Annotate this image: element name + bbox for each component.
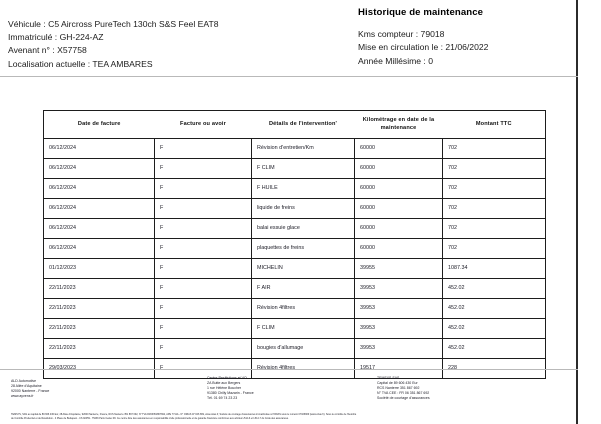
cell-date: 29/03/2023	[44, 359, 155, 379]
cell-mileage: 39953	[355, 279, 443, 299]
footer-legal-entity-line: TEMSYS SAS	[377, 376, 400, 380]
footer-returns-center-line: ZA Butte aux Bergers	[207, 381, 241, 386]
cell-amount: 452.02	[443, 299, 546, 319]
cell-invoice-type: F	[155, 179, 252, 199]
footer-returns-center-line: Centre Restitutions et VO	[207, 376, 247, 380]
maintenance-history-table	[43, 110, 546, 379]
table-row	[44, 179, 546, 199]
cell-intervention-details: F AIR	[252, 279, 355, 299]
cell-intervention-details: F CLIM	[252, 319, 355, 339]
cell-amount: 452.02	[443, 279, 546, 299]
footer-legal-entity-line: N° TVA CEE : FR 06 351 867 692	[377, 391, 430, 396]
footer-returns-center-line: Tél. 01 69 74 23 23	[207, 396, 238, 401]
cell-intervention-details: bougies d'allumage	[252, 339, 355, 359]
table-row	[44, 159, 546, 179]
page-title: Historique de maintenance	[358, 7, 484, 18]
cell-invoice-type: F	[155, 239, 252, 259]
column-header-date: Date de facture	[44, 111, 155, 139]
cell-date: 06/12/2024	[44, 199, 155, 219]
footer-divider	[0, 369, 578, 370]
cell-amount: 702	[443, 179, 546, 199]
cell-date: 22/11/2023	[44, 319, 155, 339]
cell-amount: 702	[443, 239, 546, 259]
cell-date: 06/12/2024	[44, 159, 155, 179]
cell-intervention-details: Révision d'entretien/Km	[252, 139, 355, 159]
vehicle-info-block	[8, 18, 219, 71]
cell-invoice-type: F	[155, 219, 252, 239]
table-row	[44, 199, 546, 219]
footer-company-address-line: 92000 Nanterre - France	[11, 389, 50, 394]
column-header-invoice-type: Facture ou avoir	[155, 111, 252, 139]
footer-legal-entity-info	[377, 376, 430, 401]
cell-date: 22/11/2023	[44, 339, 155, 359]
maintenance-table-wrapper	[43, 110, 545, 379]
cell-mileage: 39955	[355, 259, 443, 279]
cell-intervention-details: Révision 4filtres	[252, 299, 355, 319]
footer-returns-center-line: 91380 Chilly Mazarin - France	[207, 391, 254, 396]
cell-invoice-type: F	[155, 299, 252, 319]
footer-company-address-line: ALD Automotive	[11, 379, 37, 383]
footer-company-address-line: www.ayvens.fr	[11, 394, 34, 399]
cell-intervention-details: plaquettes de freins	[252, 239, 355, 259]
cell-invoice-type: F	[155, 139, 252, 159]
cell-invoice-type: F	[155, 319, 252, 339]
maintenance-info-block	[358, 6, 488, 68]
cell-intervention-details: F HUILE	[252, 179, 355, 199]
cell-mileage: 60000	[355, 199, 443, 219]
cell-mileage: 39953	[355, 339, 443, 359]
footer-legal-entity-line: Société de courtage d'assurances	[377, 396, 430, 401]
cell-intervention-details: Révision 4filtres	[252, 359, 355, 379]
document-header	[0, 0, 576, 84]
cell-intervention-details: liquide de freins	[252, 199, 355, 219]
cell-amount: 702	[443, 139, 546, 159]
odometer-line: Kms compteur : 79018	[358, 29, 445, 40]
cell-intervention-details: F CLIM	[252, 159, 355, 179]
cell-amount: 702	[443, 159, 546, 179]
cell-mileage: 39953	[355, 299, 443, 319]
table-row	[44, 319, 546, 339]
header-divider	[0, 76, 578, 77]
table-row	[44, 279, 546, 299]
footer-returns-center-line: 1 rue Hélène Boucher	[207, 386, 242, 391]
cell-invoice-type: F	[155, 339, 252, 359]
footer-legal-notice	[11, 413, 601, 420]
cell-invoice-type: F	[155, 199, 252, 219]
cell-amount: 452.02	[443, 339, 546, 359]
cell-date: 06/12/2024	[44, 179, 155, 199]
table-row	[44, 299, 546, 319]
table-row	[44, 219, 546, 239]
table-header-row	[44, 111, 546, 139]
table-row	[44, 239, 546, 259]
column-header-mileage: Kilométrage en date de la maintenance	[355, 111, 443, 139]
footer-company-address-line: 28 Allée d'Aquitaine	[11, 384, 42, 389]
table-row	[44, 339, 546, 359]
footer-legal-notice-line: de Contrôle Prudentiel et de Résolution - 4 Place de Budapest - CS 92459 - 75436 Paris Cedex 09. Ce centre liste des assurances en responsabilité civile professionnelle et de garantie financière conformes aux articles L512-6 et L512-7 du Code des assurances.	[11, 416, 289, 420]
table-row	[44, 139, 546, 159]
cell-amount: 702	[443, 199, 546, 219]
cell-date: 22/11/2023	[44, 279, 155, 299]
vehicle-location-line: Localisation actuelle : TEA AMBARES	[8, 58, 153, 69]
footer-returns-center-address	[207, 376, 254, 401]
cell-mileage: 60000	[355, 139, 443, 159]
footer-legal-entity-line: Capital de 89 606 430 Eur	[377, 381, 418, 386]
cell-mileage: 19517	[355, 359, 443, 379]
cell-date: 06/12/2024	[44, 139, 155, 159]
column-header-intervention-details: Détails de l'intervention'	[252, 111, 355, 139]
cell-amount: 702	[443, 219, 546, 239]
cell-invoice-type: F	[155, 279, 252, 299]
model-year-line: Année Millésime : 0	[358, 55, 433, 66]
cell-invoice-type: F	[155, 259, 252, 279]
column-header-amount: Montant TTC	[443, 111, 546, 139]
first-registration-line: Mise en circulation le : 21/06/2022	[358, 42, 489, 53]
footer-legal-entity-line: RCS Nanterre 351 867 692	[377, 386, 420, 391]
table-row	[44, 259, 546, 279]
cell-date: 06/12/2024	[44, 219, 155, 239]
cell-invoice-type: F	[155, 159, 252, 179]
cell-mileage: 60000	[355, 219, 443, 239]
vehicle-model-line: Véhicule : C5 Aircross PureTech 130ch S&S Feel EAT8	[8, 19, 219, 29]
cell-mileage: 39953	[355, 319, 443, 339]
cell-amount: 452.02	[443, 319, 546, 339]
cell-date: 22/11/2023	[44, 299, 155, 319]
cell-amount: 1087.34	[443, 259, 546, 279]
cell-intervention-details: balai essuie glace	[252, 219, 355, 239]
page-right-gutter	[580, 0, 601, 424]
cell-date: 01/12/2023	[44, 259, 155, 279]
cell-date: 06/12/2024	[44, 239, 155, 259]
cell-intervention-details: MICHELIN	[252, 259, 355, 279]
vehicle-amendment-line: Avenant n° : X57758	[8, 45, 87, 56]
footer-company-address	[11, 379, 49, 399]
footer-legal-notice-line: TEMSYS, SAS au capital de 89 606 430 Eur, 28 Allée d'Aquitaine, 92000 Nanterre, France, RCS Nanterre 351 867 692, N° TVA FR06351867692, APE 7711A - N° ORIAS 07 026 669, www.orias.fr, Société de courtage d'assurances immatriculée à l'ORIAS sous le numéro 07026669 (www.orias.fr). Sous le contrôle de l'Autorité	[11, 413, 357, 416]
cell-mileage: 60000	[355, 179, 443, 199]
table-body	[44, 139, 546, 379]
cell-mileage: 60000	[355, 239, 443, 259]
cell-invoice-type: F	[155, 359, 252, 379]
table-header	[44, 111, 546, 139]
vehicle-registration-line: Immatriculé : GH-224-AZ	[8, 32, 104, 43]
cell-amount: 228	[443, 359, 546, 379]
document-footer	[0, 374, 578, 424]
cell-mileage: 60000	[355, 159, 443, 179]
